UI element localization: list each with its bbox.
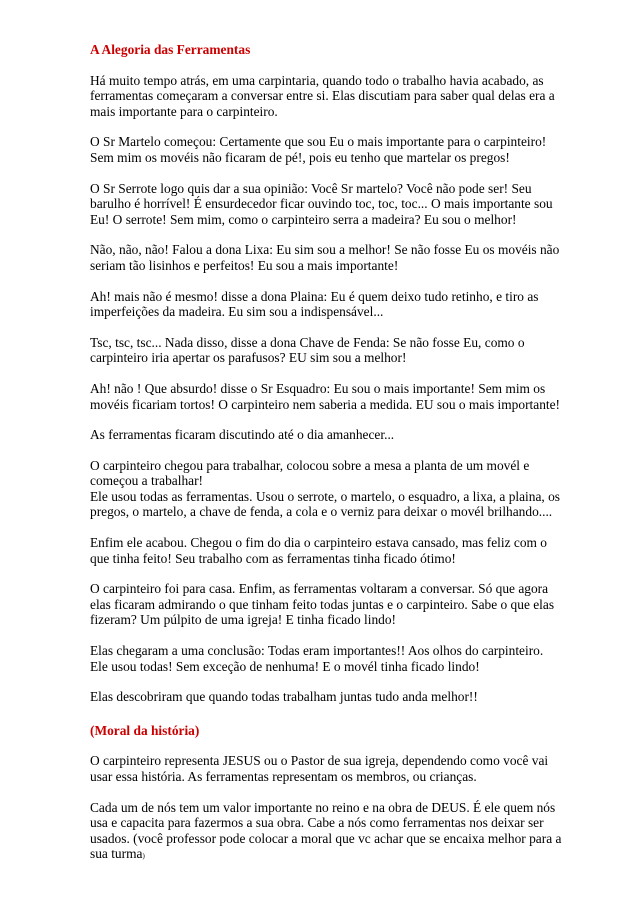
moral-heading: (Moral da história) bbox=[90, 722, 200, 738]
paragraph bbox=[90, 581, 560, 628]
text-line: O carpinteiro foi para casa. Enfim, as ferramentas voltaram a conversar. Só que agora bbox=[90, 581, 549, 597]
text-line: elas ficaram admirando o que tinham feito todas juntas e o carpinteiro. Sabe o que elas bbox=[90, 596, 555, 612]
text-line: Sem mim os movéis não ficaram de pé!, pois eu tenho que martelar os pregos! bbox=[90, 149, 510, 165]
text-line: O Sr Serrote logo quis dar a sua opinião: Você Sr martelo? Você não pode ser! Seu bbox=[90, 180, 532, 196]
text-line: As ferramentas ficaram discutindo até o dia amanhecer... bbox=[90, 427, 395, 443]
text-line: Elas chegaram a uma conclusão: Todas eram importantes!! Aos olhos do carpinteiro. bbox=[90, 643, 544, 659]
text-line: Elas descobriram que quando todas trabalham juntas tudo anda melhor!! bbox=[90, 689, 478, 705]
text-line: seriam tão lisinhos e perfeitos! Eu sou a mais importante! bbox=[90, 257, 399, 273]
paragraph bbox=[90, 535, 560, 566]
text-line: pregos, o martelo, a chave de fenda, a cola e o verniz para deixar o movél brilhando.... bbox=[90, 504, 553, 520]
text-line: imperfeições da madeira. Eu sim sou a indispensável... bbox=[90, 304, 384, 320]
text-line: Tsc, tsc, tsc... Nada disso, disse a dona Chave de Fenda: Se não fosse Eu, como o bbox=[90, 334, 525, 350]
text-line: barulho é horrível! É ensurdecedor ficar ouvindo toc, toc, toc... O mais importante sou bbox=[90, 196, 553, 212]
text-line: O Sr Martelo começou: Certamente que sou Eu o mais importante para o carpinteiro! bbox=[90, 134, 547, 150]
document-page bbox=[90, 42, 560, 880]
text-line: começou a trabalhar! bbox=[90, 473, 204, 489]
document-title: A Alegoria das Ferramentas bbox=[90, 42, 251, 57]
paragraph bbox=[90, 181, 560, 228]
story-body bbox=[90, 73, 560, 705]
paragraph bbox=[90, 800, 560, 865]
text-line: Enfim ele acabou. Chegou o fim do dia o carpinteiro estava cansado, mas feliz com o bbox=[90, 535, 547, 551]
text-line: Há muito tempo atrás, em uma carpintaria, quando todo o trabalho havia acabado, as bbox=[90, 72, 544, 88]
moral-body bbox=[90, 753, 560, 865]
text-line: Eu! O serrote! Sem mim, como o carpinteiro serra a madeira? Eu sou o melhor! bbox=[90, 211, 517, 227]
text-line: O carpinteiro representa JESUS ou o Pastor de sua igreja, dependendo como você vai bbox=[90, 753, 549, 769]
text-line: Cada um de nós tem um valor importante no reino e na obra de DEUS. É ele quem nós bbox=[90, 799, 556, 815]
text-line: Ah! não ! Que absurdo! disse o Sr Esquadro: Eu sou o mais importante! Sem mim os bbox=[90, 380, 546, 396]
text-line: O carpinteiro chegou para trabalhar, colocou sobre a mesa a planta de um movél e bbox=[90, 457, 530, 473]
text-line: usados. (você professor pode colocar a moral que vc achar que se encaixa melhor para a bbox=[90, 830, 562, 846]
paragraph bbox=[90, 643, 560, 674]
paragraph bbox=[90, 689, 560, 705]
paragraph bbox=[90, 134, 560, 165]
closing-paren: ) bbox=[142, 852, 145, 861]
text-line: mais importante para o carpinteiro. bbox=[90, 103, 278, 119]
paragraph bbox=[90, 427, 560, 443]
paragraph bbox=[90, 289, 560, 320]
text-line: usa e capacita para fazermos a sua obra. Cabe a nós como ferramentas nos deixar ser bbox=[90, 815, 544, 831]
paragraph bbox=[90, 753, 560, 784]
paragraph bbox=[90, 458, 560, 520]
text-line: usar essa história. As ferramentas representam os membros, ou crianças. bbox=[90, 769, 477, 784]
text-line: Ah! mais não é mesmo! disse a dona Plaina: Eu é quem deixo tudo retinho, e tiro as bbox=[90, 288, 539, 304]
text-line: Ele usou todas! Sem exceção de nenhuma! E o movél tinha ficado lindo! bbox=[90, 658, 480, 674]
text-line: fizeram? Um púlpito de uma igreja! E tinha ficado lindo! bbox=[90, 612, 397, 628]
text-line: carpinteiro iria apertar os parafusos? EU sim sou a melhor! bbox=[90, 350, 407, 366]
paragraph bbox=[90, 335, 560, 366]
text-line: Não, não, não! Falou a dona Lixa: Eu sim sou a melhor! Se não fosse Eu os movéis não bbox=[90, 242, 560, 258]
text-line: Ele usou todas as ferramentas. Usou o serrote, o martelo, o esquadro, a lixa, a plaina, os bbox=[90, 488, 561, 504]
text-line: movéis ficariam tortos! O carpinteiro nem saberia a medida. EU sou o mais importante! bbox=[90, 396, 561, 412]
text-line: que tinha feito! Seu trabalho com as ferramentas tinha ficado ótimo! bbox=[90, 550, 456, 566]
paragraph bbox=[90, 242, 560, 273]
text-fragment: sua turma bbox=[90, 846, 143, 862]
paragraph bbox=[90, 381, 560, 412]
text-line: ferramentas começaram a conversar entre si. Elas discutiam para saber qual delas era a bbox=[90, 88, 555, 104]
text-line bbox=[90, 846, 560, 865]
paragraph bbox=[90, 73, 560, 120]
